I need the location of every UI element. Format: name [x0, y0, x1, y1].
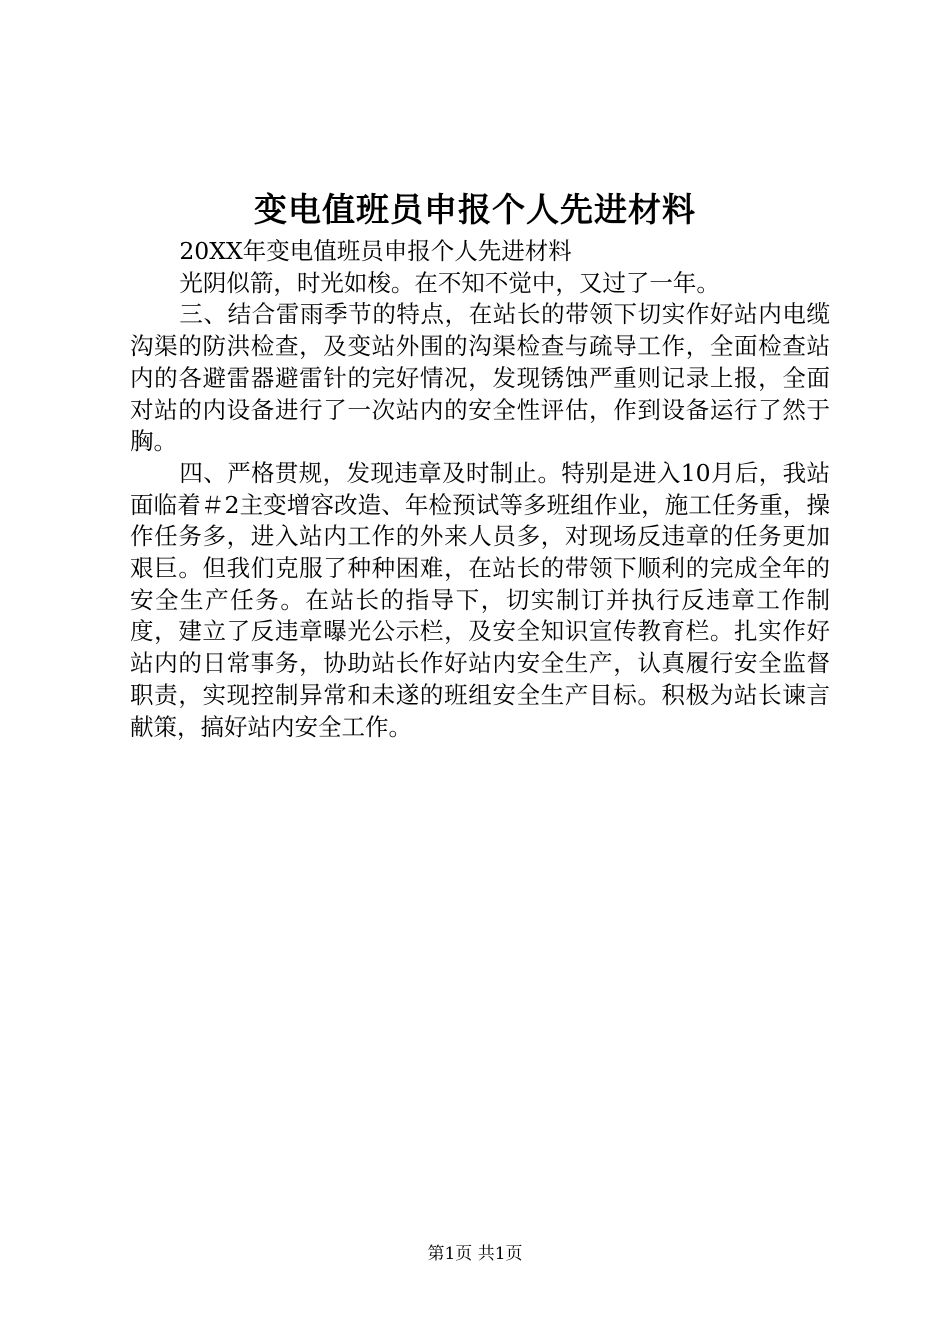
paragraph-intro: 光阴似箭，时光如梭。在不知不觉中，又过了一年。 [179, 268, 720, 297]
document-title: 变电值班员申报个人先进材料 [254, 190, 696, 229]
paragraph-subtitle: 20XX年变电值班员申报个人先进材料 [179, 237, 572, 265]
paragraph-section-four: 四、严格贯规，发现违章及时制止。特别是进入10月后，我站面临着＃2主变增容改造、年检预试等多班组作业，施工任务重，操作任务多，进入站内工作的外来人员多，对现场反违章的任务更加艰巨。但我们克服了种种困难，在站长的带领下顺利的完成全年的安全生产任务。在站长的指导下，切实制订并执行反违章工作制度，建立了反违章曝光公示栏，及安全知识宣传教育栏。扎实作好站内的日常事务，协助站长作好站内安全生产，认真履行安全监督职责，实现控制异常和未遂的班组安全生产目标。积极为站长谏言献策，搞好站内安全工作。 [130, 458, 830, 741]
page-footer [0, 1243, 950, 1265]
page-number-label: 第1页 共1页 [427, 1244, 523, 1264]
paragraph-section-three: 三、结合雷雨季节的特点，在站长的带领下切实作好站内电缆沟渠的防洪检查，及变站外围的沟渠检查与疏导工作，全面检查站内的各避雷器避雷针的完好情况，发现锈蚀严重则记录上报，全面对站的内设备进行了一次站内的安全性评估，作到设备运行了然于胸。 [130, 300, 830, 456]
document-body [130, 236, 830, 743]
